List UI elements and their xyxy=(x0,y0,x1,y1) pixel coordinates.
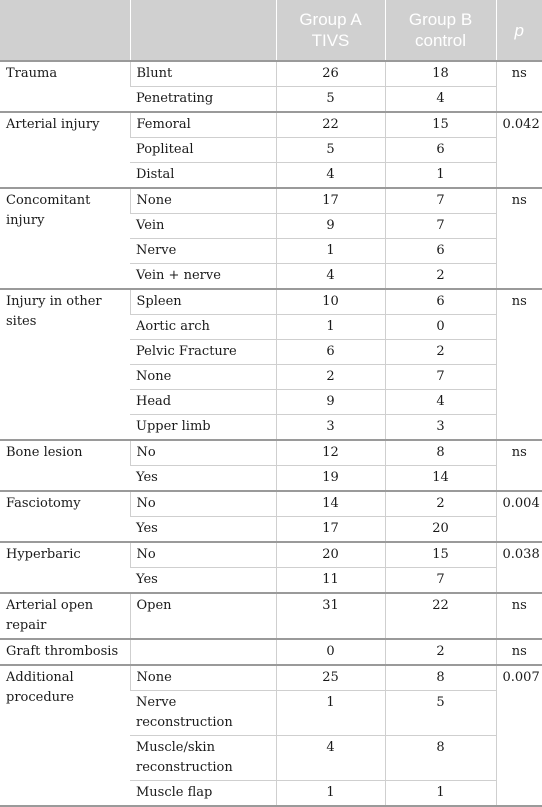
group-b-cell: 2 xyxy=(385,264,496,290)
group-b-cell: 14 xyxy=(385,466,496,492)
subcategory-cell: Muscle flap xyxy=(130,781,276,807)
subcategory-cell: None xyxy=(130,365,276,390)
subcategory-cell: Head xyxy=(130,390,276,415)
subcategory-cell: Vein xyxy=(130,214,276,239)
table-row xyxy=(0,593,542,639)
group-b-cell: 7 xyxy=(385,365,496,390)
group-a-cell: 9 xyxy=(276,214,385,239)
group-a-cell: 22 xyxy=(276,112,385,138)
header-subcategory xyxy=(130,0,276,61)
group-b-cell: 3 xyxy=(385,415,496,441)
subcategory-cell: Penetrating xyxy=(130,87,276,113)
group-b-cell: 4 xyxy=(385,87,496,113)
table-row xyxy=(0,440,542,466)
category-cell: Additional procedure xyxy=(0,665,130,806)
p-value-cell: 0.038 xyxy=(496,542,542,593)
group-b-cell: 5 xyxy=(385,691,496,736)
table-row xyxy=(0,112,542,138)
category-cell: Trauma xyxy=(0,61,130,112)
table-row xyxy=(0,542,542,568)
p-value-cell: ns xyxy=(496,61,542,112)
table-header xyxy=(0,0,542,61)
group-a-cell: 17 xyxy=(276,517,385,543)
group-b-cell: 0 xyxy=(385,315,496,340)
group-b-cell: 6 xyxy=(385,289,496,315)
subcategory-cell: No xyxy=(130,491,276,517)
p-value-cell: ns xyxy=(496,188,542,289)
group-b-cell: 6 xyxy=(385,138,496,163)
subcategory-cell: Open xyxy=(130,593,276,639)
subcategory-cell: Femoral xyxy=(130,112,276,138)
group-a-cell: 25 xyxy=(276,665,385,691)
group-b-cell: 15 xyxy=(385,112,496,138)
subcategory-cell: Nerve reconstruction xyxy=(130,691,276,736)
subcategory-cell: Aortic arch xyxy=(130,315,276,340)
group-a-cell: 1 xyxy=(276,781,385,807)
subcategory-cell: Yes xyxy=(130,517,276,543)
subcategory-cell: Distal xyxy=(130,163,276,189)
group-a-cell: 5 xyxy=(276,138,385,163)
category-cell: Fasciotomy xyxy=(0,491,130,542)
group-b-cell: 8 xyxy=(385,665,496,691)
group-b-cell: 6 xyxy=(385,239,496,264)
p-value-cell: ns xyxy=(496,440,542,491)
subcategory-cell: None xyxy=(130,665,276,691)
group-a-cell: 0 xyxy=(276,639,385,665)
subcategory-cell: Vein + nerve xyxy=(130,264,276,290)
group-b-cell: 2 xyxy=(385,340,496,365)
p-value-cell: 0.007 xyxy=(496,665,542,806)
group-a-cell: 3 xyxy=(276,415,385,441)
group-a-cell: 10 xyxy=(276,289,385,315)
subcategory-cell: Muscle/skin reconstruction xyxy=(130,736,276,781)
group-b-cell: 1 xyxy=(385,163,496,189)
group-b-cell: 2 xyxy=(385,639,496,665)
group-b-cell: 4 xyxy=(385,390,496,415)
group-b-cell: 7 xyxy=(385,568,496,594)
category-cell: Concomitant injury xyxy=(0,188,130,289)
header-group-b: Group B control xyxy=(385,0,496,61)
subcategory-cell: Nerve xyxy=(130,239,276,264)
group-a-cell: 1 xyxy=(276,691,385,736)
table-body xyxy=(0,61,542,806)
p-value-cell: ns xyxy=(496,289,542,440)
group-a-cell: 4 xyxy=(276,736,385,781)
table-row xyxy=(0,639,542,665)
table-row xyxy=(0,289,542,315)
group-a-cell: 26 xyxy=(276,61,385,87)
group-a-cell: 12 xyxy=(276,440,385,466)
category-cell: Graft thrombosis xyxy=(0,639,130,665)
subcategory-cell: Upper limb xyxy=(130,415,276,441)
group-b-cell: 20 xyxy=(385,517,496,543)
group-b-cell: 2 xyxy=(385,491,496,517)
group-b-cell: 7 xyxy=(385,188,496,214)
subcategory-cell: Yes xyxy=(130,568,276,594)
group-b-cell: 22 xyxy=(385,593,496,639)
group-a-cell: 9 xyxy=(276,390,385,415)
group-a-cell: 1 xyxy=(276,239,385,264)
header-category xyxy=(0,0,130,61)
group-a-cell: 19 xyxy=(276,466,385,492)
group-a-cell: 4 xyxy=(276,264,385,290)
group-a-cell: 11 xyxy=(276,568,385,594)
group-a-cell: 14 xyxy=(276,491,385,517)
group-a-cell: 31 xyxy=(276,593,385,639)
group-b-cell: 8 xyxy=(385,440,496,466)
group-a-cell: 5 xyxy=(276,87,385,113)
group-b-cell: 8 xyxy=(385,736,496,781)
table-row xyxy=(0,491,542,517)
category-cell: Injury in other sites xyxy=(0,289,130,440)
p-value-cell: ns xyxy=(496,593,542,639)
table-row xyxy=(0,61,542,87)
subcategory-cell: Pelvic Fracture xyxy=(130,340,276,365)
p-value-cell: ns xyxy=(496,639,542,665)
subcategory-cell: No xyxy=(130,440,276,466)
category-cell: Hyperbaric xyxy=(0,542,130,593)
subcategory-cell xyxy=(130,639,276,665)
p-value-cell: 0.004 xyxy=(496,491,542,542)
category-cell: Arterial open repair xyxy=(0,593,130,639)
table-row xyxy=(0,665,542,691)
group-a-cell: 4 xyxy=(276,163,385,189)
group-a-cell: 17 xyxy=(276,188,385,214)
group-a-cell: 20 xyxy=(276,542,385,568)
subcategory-cell: Spleen xyxy=(130,289,276,315)
category-cell: Arterial injury xyxy=(0,112,130,188)
p-value-cell: 0.042 xyxy=(496,112,542,188)
group-a-cell: 2 xyxy=(276,365,385,390)
group-a-cell: 6 xyxy=(276,340,385,365)
group-b-cell: 15 xyxy=(385,542,496,568)
group-b-cell: 7 xyxy=(385,214,496,239)
header-row xyxy=(0,0,542,61)
group-a-cell: 1 xyxy=(276,315,385,340)
subcategory-cell: None xyxy=(130,188,276,214)
category-cell: Bone lesion xyxy=(0,440,130,491)
subcategory-cell: No xyxy=(130,542,276,568)
group-b-cell: 18 xyxy=(385,61,496,87)
subcategory-cell: Popliteal xyxy=(130,138,276,163)
table-row xyxy=(0,188,542,214)
header-group-a: Group A TIVS xyxy=(276,0,385,61)
subcategory-cell: Yes xyxy=(130,466,276,492)
group-b-cell: 1 xyxy=(385,781,496,807)
subcategory-cell: Blunt xyxy=(130,61,276,87)
header-p-value: p xyxy=(496,0,542,61)
